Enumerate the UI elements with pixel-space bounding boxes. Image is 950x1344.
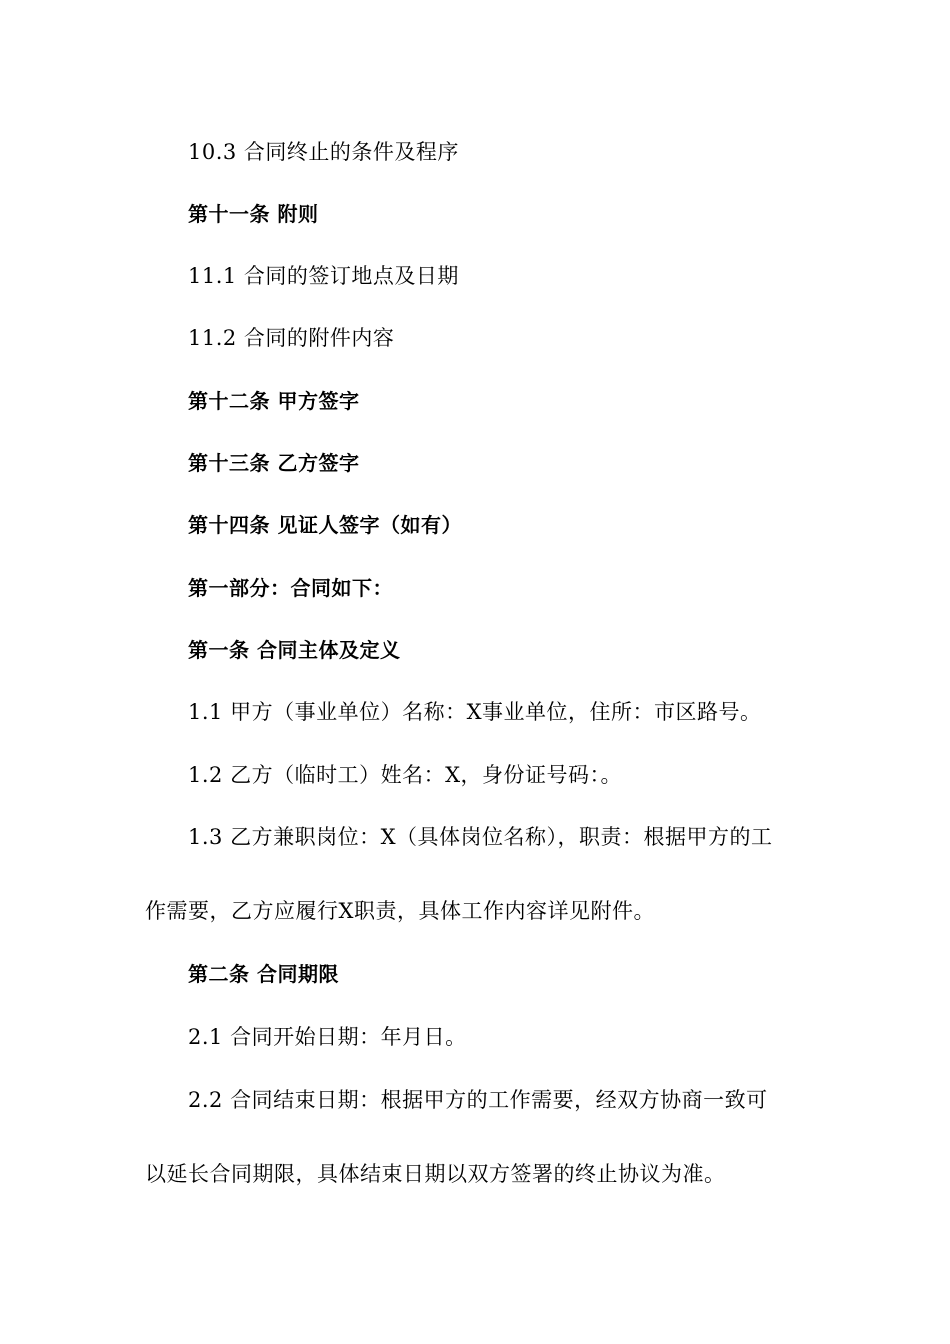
article-11-heading: 第十一条 附则	[188, 202, 319, 226]
clause-2-2-line-1: 2.2 合同结束日期：根据甲方的工作需要，经双方协商一致可	[188, 1088, 768, 1112]
clause-2-2-line-2: 以延长合同期限，具体结束日期以双方签署的终止协议为准。	[145, 1162, 726, 1186]
clause-11-1: 11.1 合同的签订地点及日期	[188, 264, 459, 288]
article-14-heading: 第十四条 见证人签字（如有）	[188, 513, 462, 537]
clause-1-2: 1.2 乙方（临时工）姓名：X，身份证号码：。	[188, 763, 623, 787]
clause-2-1: 2.1 合同开始日期：年月日。	[188, 1025, 467, 1049]
article-12-heading: 第十二条 甲方签字	[188, 389, 360, 413]
clause-10-3: 10.3 合同终止的条件及程序	[188, 140, 459, 164]
clause-1-3-line-1: 1.3 乙方兼职岗位：X（具体岗位名称），职责：根据甲方的工	[188, 825, 773, 849]
article-13-heading: 第十三条 乙方签字	[188, 451, 360, 475]
clause-1-1: 1.1 甲方（事业单位）名称：X事业单位，住所：市区路号。	[188, 700, 762, 724]
article-2-heading: 第二条 合同期限	[188, 962, 339, 986]
part-one-heading: 第一部分：合同如下：	[188, 576, 393, 600]
clause-11-2: 11.2 合同的附件内容	[188, 326, 395, 350]
article-1-heading: 第一条 合同主体及定义	[188, 638, 401, 662]
clause-1-3-line-2: 作需要，乙方应履行X职责，具体工作内容详见附件。	[145, 899, 655, 923]
